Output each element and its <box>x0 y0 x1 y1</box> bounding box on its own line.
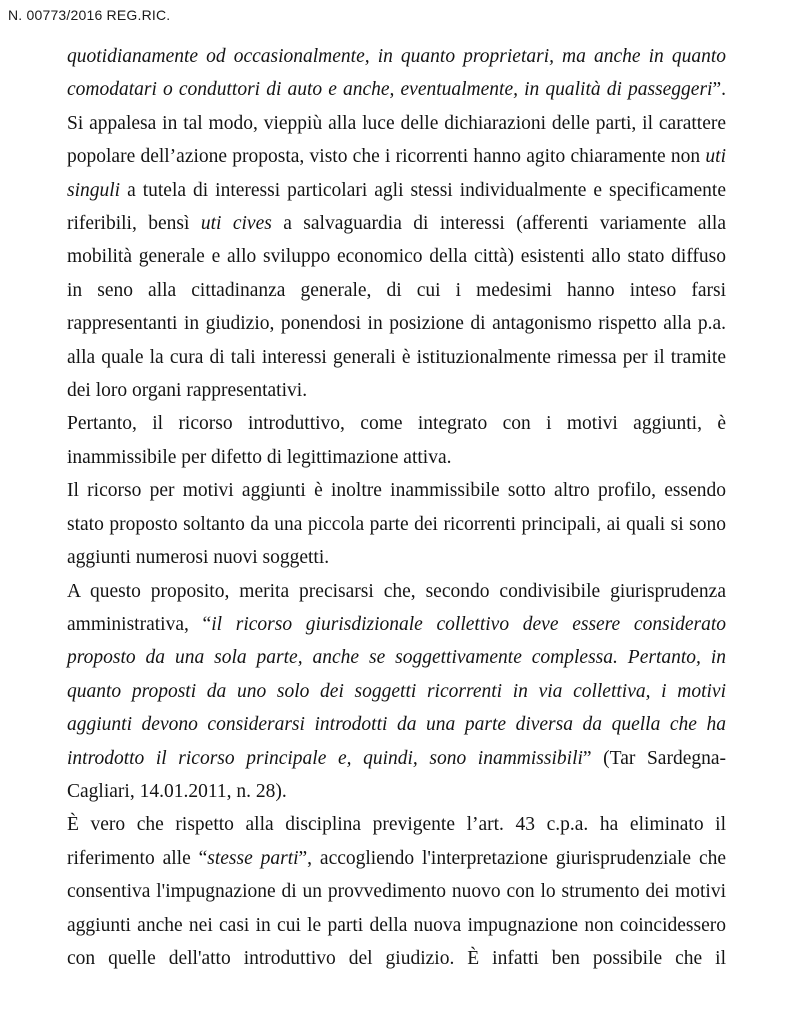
text-line <box>67 808 726 841</box>
text-line <box>67 942 726 975</box>
text-segment: È vero che rispetto alla disciplina previgente l’art. 43 c.p.a. ha eliminato il <box>67 814 726 836</box>
text-line <box>67 307 726 340</box>
italic-text-segment: quanto proposti da uno solo dei soggetti ricorrenti in via collettiva, i motivi <box>67 680 726 702</box>
text-segment: consentiva l'impugnazione di un provvedimento nuovo con lo strumento dei motivi <box>67 881 726 903</box>
text-line <box>67 107 726 140</box>
italic-text-segment: uti <box>705 146 726 168</box>
text-line <box>67 875 726 908</box>
text-line <box>67 641 726 674</box>
text-line <box>67 608 726 641</box>
text-line <box>67 374 726 407</box>
text-segment: stato proposto soltanto da una piccola parte dei ricorrenti principali, ai quali si sono <box>67 513 726 535</box>
text-line <box>67 909 726 942</box>
text-line <box>67 775 726 808</box>
text-segment: inammissibile per difetto di legittimazione attiva. <box>67 446 452 468</box>
italic-text-segment: proposto da una sola parte, anche se soggettivamente complessa. Pertanto, in <box>67 647 726 669</box>
text-segment: A questo proposito, merita precisarsi che, secondo condivisibile giurisprudenza <box>67 580 726 602</box>
text-segment: aggiunti anche nei casi in cui le parti della nuova impugnazione non coincidessero <box>67 914 726 936</box>
text-segment: in seno alla cittadinanza generale, di cui i medesimi hanno inteso farsi <box>67 279 726 301</box>
text-segment: Cagliari, 14.01.2011, n. 28). <box>67 780 287 802</box>
italic-text-segment: aggiunti devono considerarsi introdotti da una parte diversa da quella che ha <box>67 714 726 736</box>
text-segment: riferimento alle “ <box>67 847 208 869</box>
italic-text-segment: comodatari o conduttori di auto e anche, eventualmente, in qualità di passeggeri <box>67 79 713 101</box>
text-line <box>67 675 726 708</box>
text-line <box>67 407 726 440</box>
text-segment: ”, accogliendo l'interpretazione giurisprudenziale che <box>298 847 727 869</box>
text-line <box>67 341 726 374</box>
text-segment: aggiunti numerosi nuovi soggetti. <box>67 547 330 569</box>
text-segment: Pertanto, il ricorso introduttivo, come integrato con i motivi aggiunti, è <box>67 413 726 435</box>
text-segment: riferibili, bensì <box>67 213 201 235</box>
text-segment: a tutela di interessi particolari agli stessi individualmente e specificamente <box>120 179 726 201</box>
text-line <box>67 240 726 273</box>
text-segment: Il ricorso per motivi aggiunti è inoltre inammissibile sotto altro profilo, essendo <box>67 480 726 502</box>
text-segment: a salvaguardia di interessi (afferenti variamente alla <box>271 213 727 235</box>
italic-text-segment: introdotto il ricorso principale e, quindi, sono inammissibili <box>67 747 583 769</box>
text-segment: rappresentanti in giudizio, ponendosi in posizione di antagonismo rispetto alla p.a. <box>67 313 726 335</box>
text-segment: amministrativa, “ <box>67 613 212 635</box>
document-body <box>67 40 726 975</box>
italic-text-segment: il ricorso giurisdizionale collettivo deve essere considerato <box>211 613 726 635</box>
text-segment: dei loro organi rappresentativi. <box>67 380 308 402</box>
text-line <box>67 207 726 240</box>
text-segment: Si appalesa in tal modo, vieppiù alla luce delle dichiarazioni delle parti, il carattere <box>67 112 726 134</box>
text-line <box>67 474 726 507</box>
text-line <box>67 742 726 775</box>
text-segment: con quelle dell'atto introduttivo del giudizio. È infatti ben possibile che il <box>67 947 726 969</box>
text-line <box>67 575 726 608</box>
text-line <box>67 441 726 474</box>
text-segment: popolare dell’azione proposta, visto che i ricorrenti hanno agito chiaramente non <box>67 146 706 168</box>
italic-text-segment: stesse parti <box>207 847 299 869</box>
text-line <box>67 140 726 173</box>
text-line <box>67 842 726 875</box>
text-line <box>67 708 726 741</box>
text-segment: ” (Tar Sardegna- <box>582 747 726 769</box>
text-line <box>67 40 726 73</box>
italic-text-segment: singuli <box>67 179 121 201</box>
case-number-header: N. 00773/2016 REG.RIC. <box>8 7 171 23</box>
text-segment: mobilità generale e allo sviluppo economico della città) esistenti allo stato diffuso <box>67 246 726 268</box>
text-line <box>67 508 726 541</box>
text-line <box>67 274 726 307</box>
text-segment: alla quale la cura di tali interessi generali è istituzionalmente rimessa per il tramite <box>67 346 726 368</box>
text-line <box>67 73 726 106</box>
italic-text-segment: uti cives <box>200 213 272 235</box>
text-line <box>67 174 726 207</box>
text-segment: ”. <box>712 79 726 101</box>
text-line <box>67 541 726 574</box>
italic-text-segment: quotidianamente od occasionalmente, in quanto proprietari, ma anche in quanto <box>67 46 726 67</box>
